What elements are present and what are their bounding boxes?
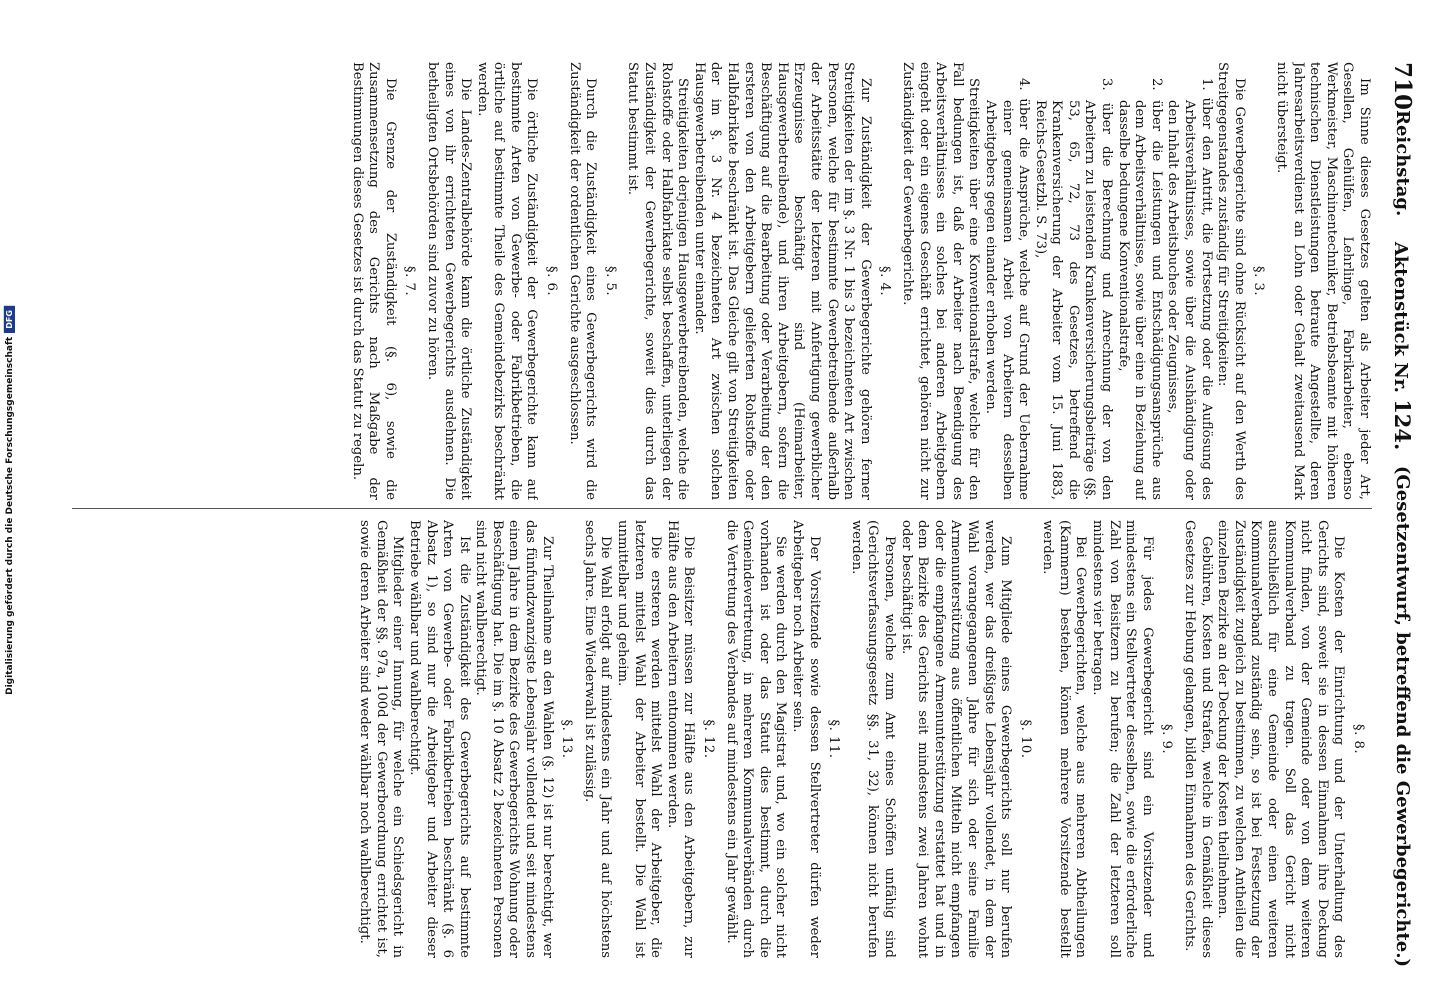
paragraph: Streitigkeiten über eine Konventionalstrafe, welche für den Fall bedungen ist, daß der Arbeiter nach Beendigung des Arbeitsverhältnisses ein solches bei anderen Arbeitgebern eingeht oder ein eigenes Geschäft errichtet, gehören nicht zur Zuständigkeit der Gewerbegerichte. [899, 62, 982, 500]
page-number: 710 [1389, 62, 1417, 111]
paragraph: Ist die Zuständigkeit des Gewerbegerichts auf bestimmte Arten von Gewerbe- oder Fabrikbetrieben beschränkt (§. 6 Absatz 1), so sind nur die Arbeitgeber und Arbeiter dieser Betriebe wählbar und wahlberechtigt. [406, 520, 472, 958]
section-heading: §. 11. [826, 719, 842, 759]
digitization-note-text: Digitalisierung gefördert durch die Deutsche Forschungsgemeinschaft [4, 336, 15, 695]
paragraph: Der Vorsitzende sowie dessen Stellvertreter dürfen weder Arbeitgeber noch Arbeiter sein. [790, 520, 822, 958]
column-divider [72, 508, 1372, 509]
section-heading: §. 6. [544, 265, 560, 297]
section-heading: §. 7. [402, 265, 418, 297]
section-heading: §. 13. [559, 719, 575, 759]
header-center-prefix: Aktenstück Nr. [1390, 241, 1412, 393]
paragraph: Durch die Zuständigkeit eines Gewerbegerichts wird die Zuständigkeit der ordentlichen Gerichte ausgeschlossen. [566, 62, 599, 500]
paragraph: Mitglieder einer Innung, für welche ein Schiedsgericht in Gemäßheit der §§. 97a, 100d der Gewerbeordnung errichtet ist, sowie deren Arbeiter sind weder wählbar noch wahlberechtigt. [357, 520, 406, 958]
section-heading: §. 12. [701, 719, 717, 759]
section-heading: §. 8. [1351, 723, 1366, 755]
header-left-title: Reichstag. [1392, 110, 1414, 217]
paragraph: Sie werden durch den Magistrat und, wo ein solcher nicht vorhanden ist oder das Statut dies bestimmt, durch die Gemeindevertretung, in mehreren Kommunalverbänden durch die Vertretung des Verbandes auf mindestens ein Jahr gewählt. [723, 520, 789, 958]
digitization-note [0, 0, 18, 1000]
paragraph: Die Landes-Zentralbehörde kann die örtliche Zuständigkeit eines von ihr errichteten Gewerbegerichts ausdehnen. Die betheiligten Ortsbehörden sind zuvor zu hören. [424, 62, 474, 500]
list-item: 2. über die Leistungen und Entschädigungsansprüche aus dem Arbeitsverhältnisse, sowie über eine in Beziehung auf dasselbe bedungene Konventionalstrafe, [1115, 78, 1164, 500]
paragraph: Zur Zuständigkeit der Gewerbegerichte gehören ferner Streitigkeiten der im §. 3 Nr. 1 bis 3 bezeichneten Art zwischen Personen, welche für bestimmte Gewerbetreibende außerhalb der Arbeitsstätte der letzteren mit Anfertigung gewerblicher Erzeugnisse beschäftigt sind (Heimarbeiter, Hausgewerbetreibende), und ihren Arbeitgebern, sofern die Beschäftigung auf die Bearbeitung oder Verarbeitung der den ersteren von den Arbeitgebern gelieferten Rohstoffe oder Halbfabrikate beschränkt ist. Das Gleiche gilt von Streitigkeiten der im §. 3 Nr. 4 bezeichneten Art zwischen solchen Hausgewerbetreibenden unter einander. [691, 62, 873, 500]
page-header [1382, 62, 1424, 967]
paragraph: Im Sinne dieses Gesetzes gelten als Arbeiter jeder Art, Gesellen, Gehülfen, Lehrlinge, Fabrikarbeiter, ebenso Werkmeister, Maschinentechniker, Betriebsbeamte mit höheren technischen Dienstleistungen betraute Angestellte, deren Jahresarbeitsverdienst an Lohn oder Gehalt zweitausend Mark nicht übersteigt. [1274, 62, 1372, 500]
paragraph: Für jedes Gewerbegericht sind ein Vorsitzender und mindestens ein Stellvertreter desselben, sowie die erforderliche Zahl von Beisitzern zu berufen; die Zahl der letzteren soll mindestens vier betragen. [1090, 520, 1155, 958]
dfg-logo: DFG [4, 306, 15, 333]
section-heading: §. 10. [1017, 719, 1033, 759]
paragraph: Die Gewerbegerichte sind ohne Rücksicht auf den Werth des Streitgegenstandes zuständig für Streitigkeiten: [1215, 62, 1247, 500]
paragraph: Gebühren, Kosten und Strafen, welche in Gemäßheit dieses Gesetzes zur Hebung gelangen, bilden Einnahmen des Gerichts. [1182, 520, 1214, 958]
list-item: 4. über die Ansprüche, welche auf Grund der Uebernahme einer gemeinsamen Arbeit von Arbeitern desselben Arbeitgebers gegen einander erhoben werden. [982, 78, 1032, 500]
section-heading: §. 4. [877, 265, 893, 297]
paragraph: Die Wahl erfolgt auf mindestens ein Jahr und auf höchstens sechs Jahre. Eine Wiederwahl ist zulässig. [581, 520, 614, 958]
section-heading: §. 3. [1251, 265, 1267, 297]
left-column [72, 62, 1372, 500]
paragraph: Personen, welche zum Amt eines Schöffen unfähig sind (Gerichtsverfassungsgesetz §§. 31, 32), können nicht berufen werden. [848, 520, 897, 958]
paragraph: Die Beisitzer müssen zur Hälfte aus den Arbeitgebern, zur Hälfte aus den Arbeitern entnommen werden. [664, 520, 697, 958]
paragraph: Die Grenze der Zuständigkeit (§. 6), sowie die Zusammensetzung des Gerichts nach Maßgabe der Bestimmungen dieses Gesetzes ist durch das Statut zu regeln. [349, 62, 398, 500]
paragraph: Zur Theilnahme an den Wahlen (§. 12) ist nur berechtigt, wer das fünfundzwanzigste Lebensjahr vollendet und seit mindestens einem Jahre in dem Bezirke des Gewerbegerichts Wohnung oder Beschäftigung hat. Die im §. 10 Absatz 2 bezeichneten Personen sind nicht wahlberechtigt. [473, 520, 555, 958]
header-right-title: (Gesetzentwurf, betreffend die Gewerbegerichte.) [1392, 465, 1414, 967]
paragraph: Streitigkeiten derjenigen Hausgewerbetreibenden, welche die Rohstoffe oder Halbfabrikate selbst beschaffen, unterliegen der Zuständigkeit der Gewerbegerichte, soweit dies durch das Statut bestimmt ist. [625, 62, 691, 500]
paragraph: Die örtliche Zuständigkeit der Gewerbegerichte kann auf bestimmte Arten von Gewerbe- oder Fabrikbetrieben, die örtliche auf bestimmte Theile des Gemeindebezirks beschränkt werden. [474, 62, 540, 500]
paragraph: Zum Mitgliede eines Gewerbegerichts soll nur berufen werden, wer das dreißigste Lebensjahr vollendet, in dem der Wahl vorangegangenen Jahre für sich oder seine Familie Armenunterstützung aus öffentlichen Mitteln nicht empfangen oder die empfangene Armenunterstützung erstattet hat und in dem Bezirke des Gerichts seit mindestens zwei Jahren wohnt oder beschäftigt ist. [898, 520, 1014, 958]
section-heading: §. 9. [1159, 723, 1175, 755]
section-heading: §. 5. [602, 265, 618, 297]
paragraph: Die ersteren werden mittelst Wahl der Arbeitgeber, die letzteren mittelst Wahl der Arbeiter bestellt. Die Wahl ist unmittelbar und geheim. [615, 520, 664, 958]
list-item: 3. über die Berechnung und Anrechnung der von den Arbeitern zu leistenden Krankenversicherungsbeiträge (§§. 53, 65, 72, 73 des Gesetzes, betreffend die Krankenversicherung der Arbeiter vom 15. Juni 1883, Reichs-Gesetzbl. S. 73), [1032, 78, 1115, 500]
paragraph: Bei Gewerbegerichten, welche aus mehreren Abtheilungen (Kammern) bestehen, können mehrere Vorsitzende bestellt werden. [1040, 520, 1089, 958]
paragraph: Die Kosten der Einrichtung und der Unterhaltung des Gerichts sind, soweit sie in dessen Einnahmen ihre Deckung nicht finden, von der Gemeinde oder von dem weiteren Kommunalverband zu tragen. Soll das Gericht nicht ausschließlich für eine Gemeinde oder einen weiteren Kommunalverband zuständig sein, so ist bei Festsetzung der Zuständigkeit zugleich zu bestimmen, zu welchen Antheilen die einzelnen Bezirke an der Deckung der Kosten theilnehmen. [1215, 520, 1347, 958]
list-item: 1. über den Antritt, die Fortsetzung oder die Auflösung des Arbeitsverhältnisses, sowie über die Aushändigung oder den Inhalt des Arbeitsbuches oder Zeugnisses, [1165, 78, 1214, 500]
header-center-number: 124. [1390, 399, 1416, 451]
right-column [72, 520, 1372, 958]
header-center-title [1391, 216, 1416, 466]
